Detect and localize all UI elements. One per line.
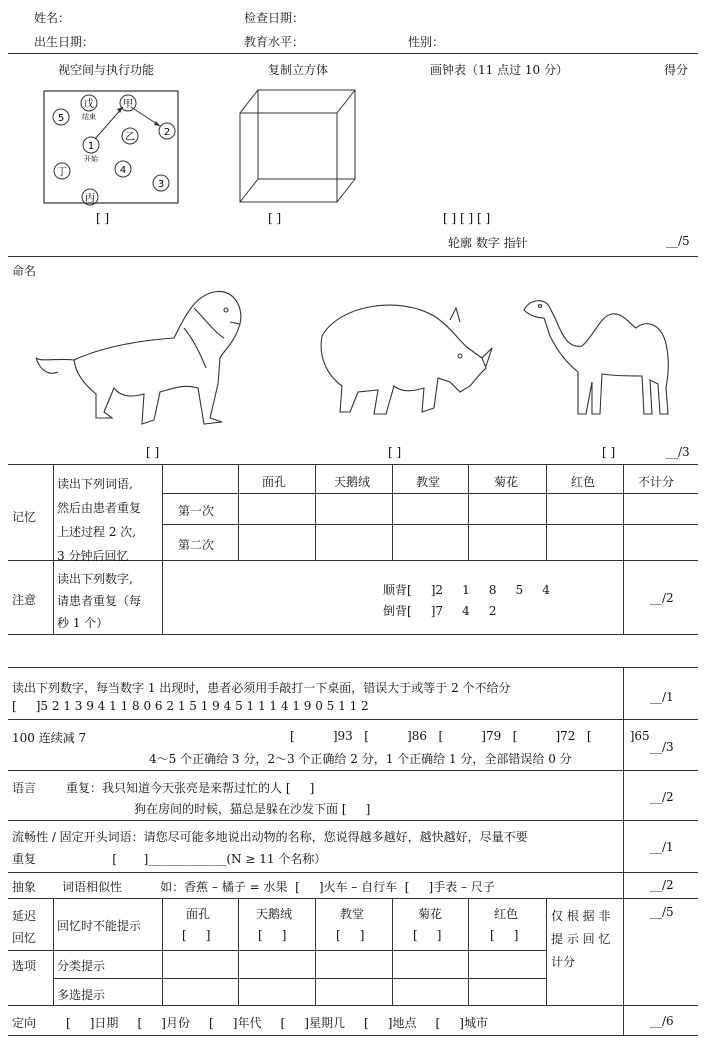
table-divider <box>623 464 624 634</box>
options-label: 选项 <box>12 959 37 973</box>
trail-node <box>54 163 70 179</box>
table-divider <box>392 464 393 560</box>
trail-node <box>115 161 131 177</box>
trail-node <box>120 95 136 111</box>
recall-word-face: 面孔 <box>186 907 211 921</box>
cube-figure <box>238 88 360 206</box>
clock-title: 画钟表（11 点过 10 分） <box>430 63 568 77</box>
table-divider <box>162 464 163 634</box>
rhino-picture <box>310 296 494 420</box>
name-label: 姓名： <box>34 11 71 25</box>
recall-scoring-note: 仅 根 据 非 提 示 回 忆 计分 <box>551 909 611 969</box>
rhino-score-bracket[interactable]: [ ] <box>388 445 402 459</box>
trail-node <box>83 137 99 153</box>
recall-bracket[interactable]: [ ] <box>336 928 365 942</box>
table-divider <box>8 1035 698 1036</box>
attention-label: 注意 <box>12 593 37 607</box>
abstraction-items[interactable]: 词语相似性 如：香蕉 – 橘子 = 水果 [ ]火车 – 自行车 [ ]手表 – 尺子 <box>62 880 495 894</box>
camel-picture <box>520 296 672 420</box>
recall-bracket[interactable]: [ ] <box>258 928 287 942</box>
svg-text:4: 4 <box>119 165 127 176</box>
table-divider <box>238 464 239 560</box>
section-divider <box>8 464 698 465</box>
cube-score-bracket[interactable]: [ ] <box>268 211 282 225</box>
table-divider <box>53 978 546 979</box>
recall-bracket[interactable]: [ ] <box>182 928 211 942</box>
table-divider <box>8 820 698 821</box>
exam-date-label: 检查日期： <box>244 11 305 25</box>
svg-text:5: 5 <box>57 113 65 124</box>
language-score[interactable]: __/2 <box>650 790 674 804</box>
table-divider <box>8 950 546 951</box>
lion-score-bracket[interactable]: [ ] <box>146 445 160 459</box>
table-divider <box>315 898 316 1005</box>
svg-text:乙: 乙 <box>125 132 135 143</box>
table-divider <box>162 898 163 1005</box>
trail-node <box>81 95 97 111</box>
table-divider <box>8 1005 698 1006</box>
birth-date-label: 出生日期： <box>34 35 95 49</box>
memory-trial-2: 第二次 <box>178 538 215 552</box>
visuo-score[interactable]: __/5 <box>666 234 690 248</box>
table-divider <box>546 898 547 1005</box>
table-divider <box>315 464 316 560</box>
abstraction-score[interactable]: __/2 <box>650 878 674 892</box>
recall-word-church: 教堂 <box>340 907 365 921</box>
memory-word-daisy: 菊花 <box>494 475 519 489</box>
repeat-sentence-2[interactable]: 狗在房间的时候，猫总是躲在沙发下面 [ ] <box>134 802 371 816</box>
delayed-recall-score[interactable]: __/5 <box>650 905 674 919</box>
fluency-score[interactable]: __/1 <box>650 840 674 854</box>
serial7-answers[interactable]: [ ]93 [ ]86 [ ]79 [ ]72 [ ]65 <box>290 729 650 743</box>
table-divider <box>53 898 54 1005</box>
recall-bracket[interactable]: [ ] <box>490 928 519 942</box>
category-cue-label: 分类提示 <box>57 959 106 973</box>
recall-bracket[interactable]: [ ] <box>413 928 442 942</box>
header-divider <box>8 53 698 54</box>
svg-text:1: 1 <box>87 141 95 152</box>
sex-label: 性别： <box>408 35 445 49</box>
naming-title: 命名 <box>12 264 37 278</box>
table-divider <box>623 667 624 1035</box>
score-title: 得分 <box>664 63 689 77</box>
trail-node <box>159 123 175 139</box>
trail-end-label: 结束 <box>82 113 96 121</box>
svg-text:丙: 丙 <box>85 193 95 204</box>
lion-picture <box>34 288 244 430</box>
svg-text:2: 2 <box>163 127 171 138</box>
serial7-score[interactable]: __/3 <box>650 740 674 754</box>
svg-text:甲: 甲 <box>123 99 133 110</box>
table-divider <box>162 493 698 494</box>
section-divider <box>8 256 698 257</box>
serial7-label: 100 连续减 7 <box>12 731 87 745</box>
svg-text:3: 3 <box>157 179 165 190</box>
attention-instructions: 读出下列数字, 请患者重复（每 秒 1 个） <box>57 572 142 630</box>
digits-forward[interactable]: 顺背[ ]2 1 8 5 4 <box>383 583 550 597</box>
memory-trial-1: 第一次 <box>178 504 215 518</box>
table-divider <box>546 464 547 560</box>
orientation-items[interactable]: [ ]日期 [ ]月份 [ ]年代 [ ]星期几 [ ]地点 [ ]城市 <box>66 1016 488 1030</box>
memory-instructions: 读出下列词语, 然后由患者重复 上述过程 2 次, 3 分钟后回忆 <box>57 477 142 563</box>
table-divider <box>392 898 393 1005</box>
serial7-rule: 4～5 个正确给 3 分，2～3 个正确给 2 分，1 个正确给 1 分，全部错误给 0 分 <box>149 752 572 766</box>
section-divider <box>8 634 698 635</box>
table-divider <box>468 898 469 1005</box>
delayed-recall-label: 延迟 回忆 <box>12 909 37 945</box>
abstraction-label: 抽象 <box>12 880 37 894</box>
visuo-title: 视空间与执行功能 <box>58 63 155 77</box>
svg-text:戊: 戊 <box>84 99 94 110</box>
table-divider <box>53 464 54 634</box>
memory-no-score: 不计分 <box>638 475 675 489</box>
trail-node <box>53 109 69 125</box>
table-divider <box>8 719 698 720</box>
svg-text:丁: 丁 <box>57 167 67 178</box>
memory-word-velvet: 天鹅绒 <box>334 475 371 489</box>
fluency-instruction: 流畅性 / 固定开头词语：请您尽可能多地说出动物的名称，您说得越多越好，越快越好，尽量不要 <box>12 830 528 844</box>
memory-word-face: 面孔 <box>262 475 287 489</box>
memory-word-church: 教堂 <box>416 475 441 489</box>
table-divider <box>162 524 698 525</box>
trail-making-test <box>44 91 180 205</box>
recall-word-red: 红色 <box>494 907 519 921</box>
trail-node <box>82 189 98 205</box>
table-divider <box>8 770 698 771</box>
section-divider <box>8 667 698 668</box>
memory-label: 记忆 <box>12 510 37 524</box>
education-label: 教育水平： <box>244 35 305 49</box>
camel-score-bracket[interactable]: [ ] <box>602 445 616 459</box>
memory-word-red: 红色 <box>571 475 596 489</box>
table-divider <box>8 872 698 873</box>
no-cue-label: 回忆时不能提示 <box>57 919 142 933</box>
table-divider <box>8 898 698 899</box>
orientation-score[interactable]: __/6 <box>650 1014 674 1028</box>
naming-score[interactable]: __/3 <box>666 445 690 459</box>
trail-node <box>122 128 138 144</box>
table-divider <box>468 464 469 560</box>
fluency-answer[interactable]: 重复 [ ]_____________(N ≥ 11 个名称） <box>12 852 327 866</box>
clock-criteria-labels: 轮廓 数字 指针 <box>448 236 528 250</box>
multiple-choice-cue-label: 多选提示 <box>57 988 106 1002</box>
cube-title: 复制立方体 <box>268 63 329 77</box>
attention-score[interactable]: __/2 <box>650 591 674 605</box>
tapping-digits[interactable]: [ ]5 2 1 3 9 4 1 1 8 0 6 2 1 5 1 9 4 5 1 1 1 4 1 9 0 5 1 1 2 <box>12 699 369 713</box>
recall-word-velvet: 天鹅绒 <box>256 907 293 921</box>
trail-score-bracket[interactable]: [ ] <box>96 211 110 225</box>
trail-start-label: 开始 <box>84 155 98 163</box>
tapping-score[interactable]: __/1 <box>650 690 674 704</box>
table-divider <box>238 898 239 1005</box>
orientation-label: 定向 <box>12 1016 37 1030</box>
trail-node <box>153 175 169 191</box>
clock-score-brackets[interactable]: [ ] [ ] [ ] <box>443 211 491 225</box>
repeat-sentence-1[interactable]: 重复：我只知道今天张亮是来帮过忙的人 [ ] <box>66 781 315 795</box>
tapping-instruction: 读出下列数字，每当数字 1 出现时，患者必须用手敲打一下桌面，错误大于或等于 2 个不给分 <box>12 681 511 695</box>
digits-backward[interactable]: 倒背[ ]7 4 2 <box>383 604 497 618</box>
language-label: 语言 <box>12 781 37 795</box>
recall-word-daisy: 菊花 <box>418 907 443 921</box>
